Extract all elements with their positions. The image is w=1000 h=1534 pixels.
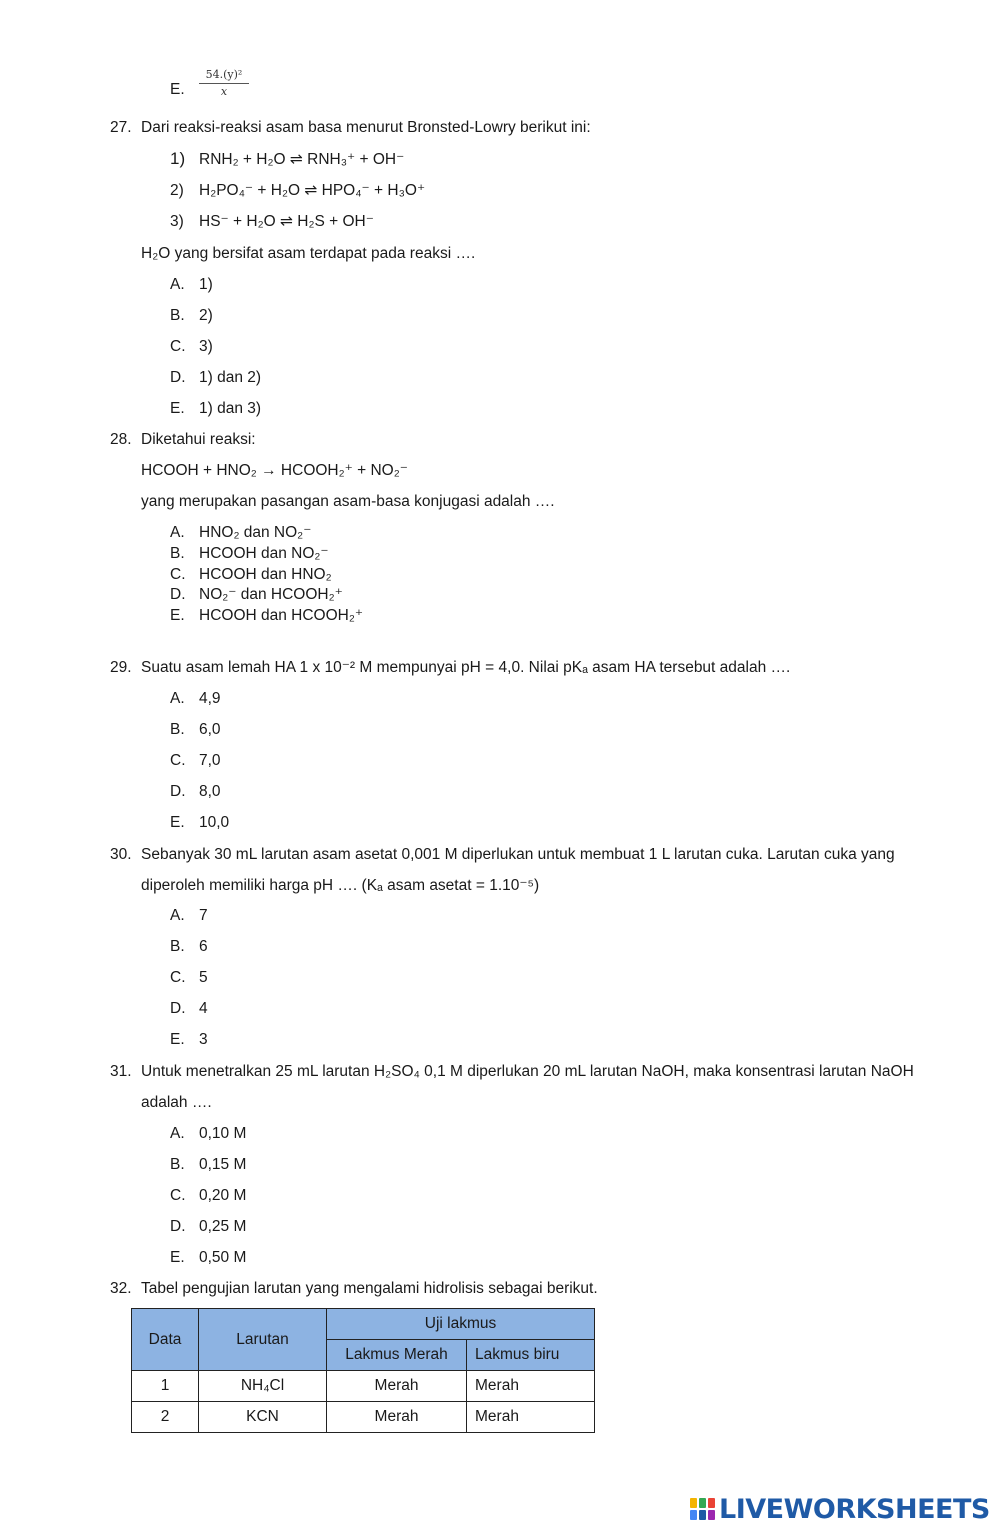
header-lakmus-biru: Lakmus biru xyxy=(467,1340,595,1371)
option-label: C. xyxy=(170,752,186,769)
cell-lakmus-biru: Merah xyxy=(467,1371,595,1402)
option-label: B. xyxy=(170,938,185,955)
option-text: 1) dan 2) xyxy=(199,369,262,386)
option-label: E. xyxy=(170,81,185,98)
header-data: Data xyxy=(132,1309,199,1371)
option-text: 3) xyxy=(199,338,213,355)
option-text: 0,10 M xyxy=(199,1125,247,1142)
question-number: 27. xyxy=(110,119,132,136)
option-label: B. xyxy=(170,545,185,562)
option-text: 4,9 xyxy=(199,690,221,707)
cell-larutan: KCN xyxy=(199,1402,327,1433)
option-label: D. xyxy=(170,1218,186,1235)
question-stem: Tabel pengujian larutan yang mengalami hidrolisis sebagai berikut. xyxy=(141,1280,598,1297)
option-label: D. xyxy=(170,369,186,386)
reaction-equation: H₂PO₄⁻ + H₂O ⇌ HPO₄⁻ + H₃O⁺ xyxy=(199,182,426,199)
fraction-denominator: x xyxy=(220,85,228,98)
option-text: 3 xyxy=(199,1031,208,1048)
option-text: 7,0 xyxy=(199,752,221,769)
option-label: C. xyxy=(170,338,186,355)
cell-data: 2 xyxy=(132,1402,199,1433)
option-label: D. xyxy=(170,586,186,603)
option-text: HCOOH dan HNO₂ xyxy=(199,566,332,583)
question-prompt: yang merupakan pasangan asam-basa konjugasi adalah …. xyxy=(141,493,555,510)
fraction-numerator: 54.(y)² xyxy=(199,68,249,84)
option-text: 0,25 M xyxy=(199,1218,247,1235)
option-label: E. xyxy=(170,1031,185,1048)
cell-lakmus-biru: Merah xyxy=(467,1402,595,1433)
question-stem: Dari reaksi-reaksi asam basa menurut Bronsted-Lowry berikut ini: xyxy=(141,119,591,136)
option-text: 0,20 M xyxy=(199,1187,247,1204)
fraction-expression xyxy=(199,68,249,98)
option-label: B. xyxy=(170,721,185,738)
option-label: A. xyxy=(170,524,185,541)
option-text: 7 xyxy=(199,907,208,924)
option-text: HNO₂ dan NO₂⁻ xyxy=(199,524,312,541)
question-stem: Sebanyak 30 mL larutan asam asetat 0,001 M diperlukan untuk membuat 1 L larutan cuka. Larutan cuka yang xyxy=(141,846,895,863)
question-number: 30. xyxy=(110,846,132,863)
question-stem-continued: adalah …. xyxy=(141,1094,212,1111)
option-label: A. xyxy=(170,276,185,293)
question-stem: Suatu asam lemah HA 1 x 10⁻² M mempunyai pH = 4,0. Nilai pKₐ asam HA tersebut adalah …. xyxy=(141,659,791,676)
option-text: 2) xyxy=(199,307,213,324)
option-label: A. xyxy=(170,907,185,924)
option-label: E. xyxy=(170,814,185,831)
option-text: 10,0 xyxy=(199,814,230,831)
option-text: 1) dan 3) xyxy=(199,400,262,417)
reaction-number: 2) xyxy=(170,182,184,199)
question-stem: Untuk menetralkan 25 mL larutan H₂SO₄ 0,1 M diperlukan 20 mL larutan NaOH, maka konsentrasi larutan NaOH xyxy=(141,1063,914,1080)
option-label: E. xyxy=(170,400,185,417)
question-number: 29. xyxy=(110,659,132,676)
liveworksheets-logo[interactable] xyxy=(690,1494,990,1524)
option-text: NO₂⁻ dan HCOOH₂⁺ xyxy=(199,586,343,603)
option-label: E. xyxy=(170,607,185,624)
option-text: HCOOH dan NO₂⁻ xyxy=(199,545,329,562)
header-lakmus-merah: Lakmus Merah xyxy=(327,1340,467,1371)
header-uji-lakmus: Uji lakmus xyxy=(327,1309,595,1340)
option-text: 6 xyxy=(199,938,208,955)
option-text: 8,0 xyxy=(199,783,221,800)
cell-data: 1 xyxy=(132,1371,199,1402)
question-stem: Diketahui reaksi: xyxy=(141,431,256,448)
logo-text: LIVEWORKSHEETS xyxy=(719,1493,990,1525)
logo-blocks-icon xyxy=(690,1498,715,1520)
litmus-test-table xyxy=(131,1308,595,1433)
question-prompt: H₂O yang bersifat asam terdapat pada reaksi …. xyxy=(141,245,476,262)
header-larutan: Larutan xyxy=(199,1309,327,1371)
table-row xyxy=(132,1402,595,1433)
cell-larutan: NH₄Cl xyxy=(199,1371,327,1402)
cell-lakmus-merah: Merah xyxy=(327,1402,467,1433)
option-text: 5 xyxy=(199,969,208,986)
question-stem-continued: diperoleh memiliki harga pH …. (Kₐ asam asetat = 1.10⁻⁵) xyxy=(141,877,540,894)
reaction-equation: HS⁻ + H₂O ⇌ H₂S + OH⁻ xyxy=(199,213,374,230)
option-label: D. xyxy=(170,1000,186,1017)
option-label: D. xyxy=(170,783,186,800)
option-label: B. xyxy=(170,307,185,324)
option-label: E. xyxy=(170,1249,185,1266)
reaction-number: 1) xyxy=(170,149,186,168)
option-text: 0,15 M xyxy=(199,1156,247,1173)
option-label: B. xyxy=(170,1156,185,1173)
option-text: 0,50 M xyxy=(199,1249,247,1266)
option-text: 4 xyxy=(199,1000,208,1017)
question-number: 32. xyxy=(110,1280,132,1297)
option-text: HCOOH dan HCOOH₂⁺ xyxy=(199,607,364,624)
option-label: A. xyxy=(170,690,185,707)
option-text: 6,0 xyxy=(199,721,221,738)
question-number: 31. xyxy=(110,1063,132,1080)
cell-lakmus-merah: Merah xyxy=(327,1371,467,1402)
option-label: A. xyxy=(170,1125,185,1142)
reaction-equation: RNH₂ + H₂O ⇌ RNH₃⁺ + OH⁻ xyxy=(199,151,405,168)
option-text: 1) xyxy=(199,276,213,293)
option-label: C. xyxy=(170,566,186,583)
reaction-equation: HCOOH + HNO₂ → HCOOH₂⁺ + NO₂⁻ xyxy=(141,462,408,479)
reaction-number: 3) xyxy=(170,213,184,230)
option-label: C. xyxy=(170,969,186,986)
table-row xyxy=(132,1371,595,1402)
question-number: 28. xyxy=(110,431,132,448)
option-label: C. xyxy=(170,1187,186,1204)
